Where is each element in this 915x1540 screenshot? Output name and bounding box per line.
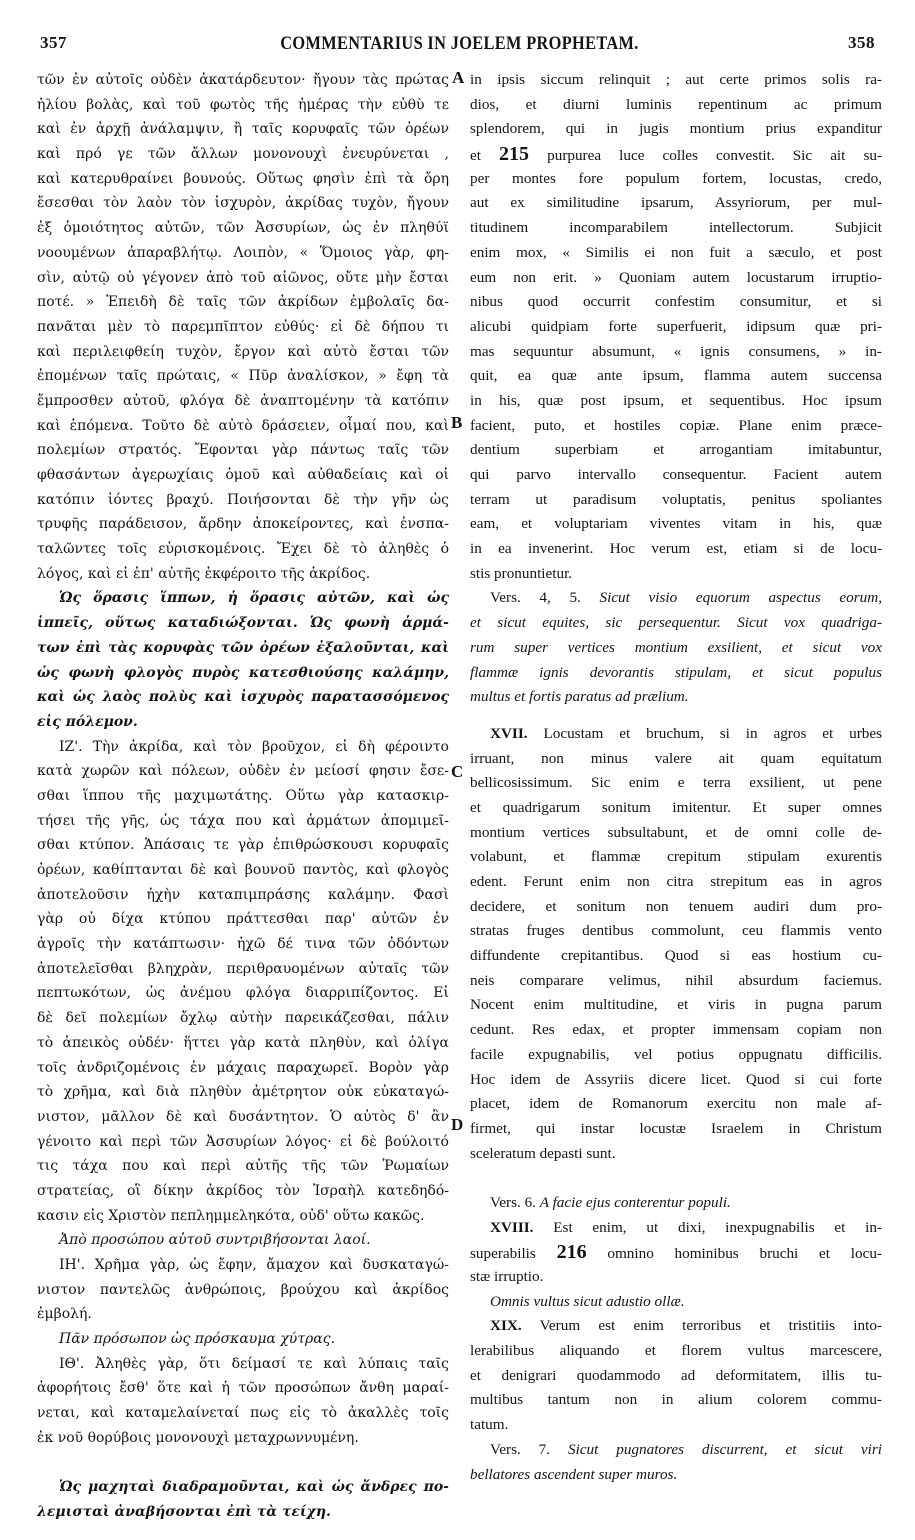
greek-line: ταλῶντες τοῖς εὑρισκομένοις. Ἔχει δὲ τὸ ἀληθὲς ὁ [37,541,449,558]
latin-line: alicubi quidpiam forte superfuerit, idipsum quæ pri- [470,317,882,335]
greek-verse-line: Ἀπὸ προσώπου αὐτοῦ συντριβήσονται λαοί. [59,1232,371,1249]
greek-line: τις τάχα που καὶ περὶ αὐτῆς τῆς τῶν Ῥωμαίων [37,1158,449,1175]
greek-line: σὶν, αὐτῷ οὐ γέγονεν ἀπὸ τοῦ αἰῶνος, οὔτε μὴν ἔσται [37,269,449,286]
margin-letter-c: C [451,762,464,781]
greek-verse-line: Ὡς μαχηταὶ διαδραμοῦνται, καὶ ὡς ἄνδρες πο- [59,1479,449,1496]
margin-letter-b: B [451,413,463,432]
greek-section-line: ΙΖ'. Τὴν ἀκρίδα, καὶ τὸν βροῦχον, εἰ δὴ φέροιντο [59,738,449,755]
greek-line: καὶ ἐν ἀρχῇ ἀνάλαμψιν, ἢ ταῖς κορυφαῖς τῶν ὀρέων [37,121,449,138]
greek-line: δὲ δεῖ πολεμίων ὄχλῳ αὐτὴν παρεικάζεσθαι, πάλιν [37,1010,449,1027]
running-title: COMMENTARIUS IN JOELEM PROPHETAM. [280,33,639,54]
page-number-right: 358 [848,33,875,52]
greek-line: ὀρέων, καθίπτανται δὲ καὶ βουνοῦ παντὸς, καὶ φλογὸς [37,862,449,878]
greek-section-line: ΙΗ'. Χρῆμα γὰρ, ὡς ἔφην, ἄμαχον καὶ δυσκαταγώ- [59,1257,449,1273]
latin-text: Locustam et bruchum, si in agros et urbes [543,724,882,742]
latin-verse-line: multus et fortis paratus ad prælium. [470,688,689,706]
verse-reference: Vers. 4, 5. [490,589,581,607]
greek-line: ἑπομένων ταῖς πρώταις, « Πῦρ ἀναλίσκον, » ἔφη τὰ [37,368,449,385]
latin-line: mas sequuntur absumunt, « ignis consumens, » in- [470,342,882,360]
greek-line: ἀποτελοῦσιν ἠχὴν καταπιμπράσης καλάμην. Φασὶ [37,886,449,903]
verse-text: Sicut visio equorum aspectus eorum, [599,589,882,607]
greek-line: ἀφορήτοις ἔσθ' ὅτε καὶ ἡ τῶν προσώπων ἄνθη μαραί- [37,1380,449,1397]
greek-line: τὸ χρῆμα, καὶ διὰ πληθὺν ἀμέτρητον οὐκ εὐκαταγώ- [37,1084,449,1101]
verse-text: A facie ejus conterentur populi. [539,1193,731,1211]
greek-line: πανᾶται μὲν τὸ παρεμπῖπτον εὐθύς· εἰ δὲ δήπου τι [37,318,449,335]
greek-line: σθαι κτύπον. Ἁπάσαις τε γὰρ ἐπιθρώσκουσι κορυφαῖς [37,837,449,854]
greek-line: ποτέ. » Ἐπειδὴ δὲ ταῖς τῶν ἀκρίδων ἐμβολαῖς δα- [37,294,449,311]
latin-line: montium vertices subsultabunt, et de omni colle de- [470,823,882,841]
latin-line: et denigrari quodammodo ad deformitatem, illis tu- [470,1366,882,1384]
greek-line: ἔμπροσθεν αὐτοῦ, φλόγα δὲ ἀναπτομένην τὰ κατόπιν [37,392,449,409]
latin-line: nibus quod occurrit confestim consumitur, et si [470,293,882,311]
latin-line: terram ut paradisum voluptatis, penitus spoliantes [470,490,882,508]
greek-line: νιστον, μᾶλλον δὲ καὶ δυσάντητον. Ὁ αὐτὸς δ' ἂν [37,1108,449,1125]
latin-text: et [470,147,481,165]
latin-line: in his, quæ post ipsum, et sequentibus. Hoc ipsum [470,391,882,409]
greek-verse-line: ἱππεῖς, οὕτως καταδιώξονται. Ὡς φωνὴ ἁρμά- [37,615,449,632]
column-number-216: 216 [556,1241,587,1264]
greek-line: τῶν ἐν αὐτοῖς οὐδὲν ἀκατάρδευτον· ἤγουν τὰς πρώτας [37,72,449,88]
greek-line: ἐκ νοῦ θορύβοις μονονουχὶ μεταχρωννυμένη. [37,1429,359,1446]
greek-line: νεται, καὶ καταμελαίνεταί πως εἰς τὸ ἀκαλλὲς τοῖς [37,1405,449,1422]
greek-line: κασιν εἰς Χριστὸν πεπλημμεληκότα, οὐδ' οὕτω κακῶς. [37,1207,425,1224]
latin-line: dentium superbiam et arrogantiam imitabuntur, [470,441,882,459]
greek-line: τοῖς ἀνδριζομένοις ἐν μάχαις παραχωρεῖ. Βορὸν γὰρ [37,1059,449,1076]
greek-line: ἐμβολή. [37,1306,92,1323]
page-number-left: 357 [40,33,67,52]
latin-line: lerabilibus aliquando et florem vultus marcescere, [470,1342,882,1360]
latin-line: volabunt, et flammæ crepitum stipulam exurentis [470,848,882,866]
margin-letter-a: A [452,68,465,87]
greek-line: τρυφῆς παράδεισον, ἄρδην ἀποκείροντες, καὶ ἐνσπα- [37,516,449,533]
section-number: XIX. [490,1317,522,1335]
latin-line: eam, et voluptariam viventes vitam in his, quæ [470,515,882,533]
latin-line: splendorem, qui in jugis montium prius expanditur [470,120,882,138]
latin-line: Nocent enim multitudine, et viris in pugna parum [470,996,882,1014]
latin-text: superabilis [470,1245,536,1263]
greek-line: λόγος, καὶ εἰ ἐπ' αὐτῆς ἐκφέροιτο τῆς ἀκρίδος. [37,565,371,582]
latin-verse-line: flammæ ignis devorantis stipulam, et sicut populus [470,663,882,681]
latin-verse-line [470,1438,882,1463]
greek-verse-line: ὡς φωνὴ φλογὸς πυρὸς κατεσθιούσης καλάμην, [37,664,449,681]
latin-line: neis comparare velimus, nihil absurdum faciemus. [470,971,882,989]
greek-column [37,68,449,1525]
margin-letter-d: D [451,1115,464,1134]
latin-line-with-column-number [470,1240,882,1265]
latin-text: purpurea luce colles convestit. Sic ait su- [547,147,882,165]
greek-line: ἐξ ὁμοιότητος αὐτῶν, τῶν Ἀσσυρίων, ὡς ἐν πληθύϊ [37,220,449,237]
latin-line: stæ irruptio. [470,1268,544,1285]
latin-spacer [470,1166,882,1191]
running-header [30,33,889,59]
latin-line: eum non erit. » Quoniam autem locustarum irruptio- [470,268,882,286]
latin-line: facient, puto, et hostiles copiæ. Plane enim præce- [470,416,882,434]
greek-verse-line: εἰς πόλεμον. [37,713,138,730]
latin-text: omnino hominibus bruchi et locu- [607,1245,882,1263]
greek-line: ἀγροῖς τὴν κατάπτωσιν· ἠχῶ δέ τινα τῶν ὀδόντων [37,936,449,953]
greek-line: στρατείας, οἳ δίκην ἀκρίδος τὸν Ἰσραὴλ κατεδηδό- [37,1182,449,1199]
greek-line: καὶ κατερυθραίνει βουνούς. Οὕτως φησὶν ἐπὶ τὰ ὄρη [37,170,449,187]
latin-line: decidere, et sonitum non tenuem audiri dum pro- [470,897,882,915]
latin-text: Verum est enim terroribus et tristitiis into- [539,1317,882,1335]
latin-verse-line: bellatores ascendent super muros. [470,1465,678,1483]
greek-line: ἔσεσθαι τὸν λαὸν τὸν ἰσχυρὸν, ἀκρίδας τυχὸν, ἤγουν [37,195,449,212]
latin-line: diffundente crepitantibus. Quod si eas hostium cu- [470,947,882,965]
latin-line: stis pronuntietur. [470,564,573,582]
latin-line: in ipsis siccum relinquit ; aut certe primos solis ra- [470,71,882,88]
greek-line: πεπτωκότων, ὡς ἀνέμου φλόγα διαρριπίζοντος. Εἰ [37,985,449,1002]
latin-line: bellicosissimum. Sic enim e terra exsilient, ut pene [470,774,882,792]
latin-text: Est enim, ut dixi, inexpugnabilis et in- [553,1218,882,1236]
latin-line: et quadrigarum sonitum imitentur. Et super omnes [470,798,882,816]
verse-reference: Vers. 6. [490,1193,536,1211]
latin-section-line [470,1314,882,1339]
latin-line: titudinem incomparabilem intellectorum. Subjicit [470,219,882,237]
greek-line: καὶ ἑπόμενα. Τοῦτο δὲ αὐτὸ δράσειεν, οἶμαί που, καὶ [37,417,449,434]
greek-line: ἡλίου βολὰς, καὶ τοῦ φωτὸς τῆς ἡμέρας τὴν εὐθὺ τε [37,96,449,113]
greek-line: πολεμίων στρατός. Ἔφονται γὰρ πάντως ταῖς τῶν [37,442,449,459]
section-number: XVII. [490,724,528,742]
latin-line: enim mox, « Similis ei non fuit a sæculo, et post [470,243,882,261]
greek-line: καὶ περιλειφθείη τυχὸν, ἔργον καὶ αὐτὸ ἔσται τῶν [37,343,449,360]
latin-line: per montes fore populum fortem, locustas, credo, [470,169,882,187]
greek-line: γένοιτο καὶ περὶ τῶν Ἀσσυρίων λόγος· εἰ δὲ βούλοιτό [37,1133,449,1150]
greek-spacer [37,1451,449,1476]
greek-line: σθαι ἵππου τῆς μαχιμωτάτης. Οὕτω γὰρ κατασκιρ- [37,787,449,804]
greek-line: φθασάντων ἀγερωχίαις ὁμοῦ καὶ αὐθαδείαις καὶ οἱ [37,467,449,483]
latin-verse-line: rum super vertices montium exsilient, et sicut vox [470,638,882,656]
latin-line: cedunt. Res edax, et propter immensam copiam non [470,1021,882,1039]
latin-line-with-column-number [470,142,882,167]
greek-line: καὶ πρό γε τῶν ἄλλων μονονουχὶ ἐνευρύνεται , [37,146,449,163]
latin-line: quit, ea quæ ante ipsum, flamma autem succensa [470,367,882,385]
latin-line: firmet, qui instar locustæ Israelem in Christum [470,1119,882,1137]
greek-line: γὰρ οὐ δίχα κτύπου πράττεσθαι παρ' αὐτῶν ἐν [37,911,449,928]
greek-verse-line: καὶ ὡς λαὸς πολὺς καὶ ἰσχυρὸς παρατασσόμενος [37,689,449,706]
latin-verse-line [470,586,882,611]
greek-line: κατόπιν ἰόντες βραχύ. Ποιήσονται δὲ τὴν γῆν ὡς [37,491,449,508]
greek-verse-line: Πᾶν πρόσωπον ὡς πρόσκαυμα χύτρας. [59,1331,336,1348]
greek-line: νοουμένων ἀπαραβλήτῳ. Λοιπὸν, « Ὅμοιος γὰρ, φη- [37,244,449,261]
latin-line: stratas fruges dentibus commolunt, ceu flammis vento [470,922,882,940]
latin-line: edent. Ferunt enim non citra strepitum eas in agros [470,873,882,890]
latin-verse-line [470,1191,882,1216]
latin-line: Hoc idem de Assyriis dicere licet. Quod si cui forte [470,1070,882,1088]
latin-section-line [470,722,882,747]
greek-verse-line: των ἐπὶ τὰς κορυφὰς τῶν ὀρέων ἐξαλοῦνται, καὶ [37,639,449,656]
section-number: XVIII. [490,1218,534,1236]
greek-verse-line: Ὡς ὅρασις ἵππων, ἡ ὅρασις αὐτῶν, καὶ ὡς [59,590,449,607]
greek-section-line: ΙΘ'. Ἀληθὲς γὰρ, ὅτι δείμασί τε καὶ λύπαις ταῖς [59,1355,449,1372]
latin-line: in ea invenerint. Hoc verum est, etiam si de locu- [470,540,882,558]
latin-line: dios, et diurni luminis repentinum ac primum [470,95,882,113]
latin-line: facile expugnabilis, vel potius oppugnatu difficilis. [470,1045,882,1063]
latin-line: multibus tantum non in alium colorem commu- [470,1391,882,1409]
verse-text: Sicut pugnatores discurrent, et sicut viri [567,1440,882,1458]
greek-verse-line: λεμισταὶ ἀναβήσονται ἐπὶ τὰ τείχη. [37,1503,331,1520]
latin-column [470,68,882,1487]
greek-line: τὸ ἀπεικὸς οὐδέν· ἥττει γὰρ κατὰ πληθὺν, καὶ ὀλίγα [37,1034,449,1051]
latin-line: tatum. [470,1416,509,1434]
latin-line: placet, idem de Romanorum exercitu non male af- [470,1095,882,1113]
latin-spacer [470,710,882,722]
verse-reference: Vers. 7. [490,1440,551,1458]
greek-line: τήσει τῆς γῆς, ὡς τάχα που καὶ ἁρμάτων ἀπομιμεῖ- [37,812,449,829]
latin-line: irruant, non minus valere ait quam equitatum [470,749,882,767]
latin-verse-line: Omnis vultus sicut adustio ollæ. [490,1292,685,1310]
latin-line: aut ex similitudine ipsarum, Assyriorum, per mul- [470,194,882,212]
latin-verse-line: et sicut equites, sic persequentur. Sicut vox quadriga- [470,614,882,632]
latin-section-line [470,1216,882,1241]
greek-line: κατὰ χωρῶν καὶ πόλεων, οὐδὲν ἐν μείοσί φησιν ἔσε- [37,763,449,780]
greek-line: ἀποτελεῖσθαι βληχρὰν, περιθραυομένων αὐταῖς τῶν [37,960,449,977]
latin-line: sceleratum depasti sunt. [470,1144,616,1162]
column-number-215: 215 [499,143,530,166]
latin-line: qui parvo intervallo consequentur. Facient autem [470,466,882,483]
greek-line: νιστον παντελῶς ἀνθρώποις, βρούχου καὶ ἀκρίδος [37,1281,449,1298]
